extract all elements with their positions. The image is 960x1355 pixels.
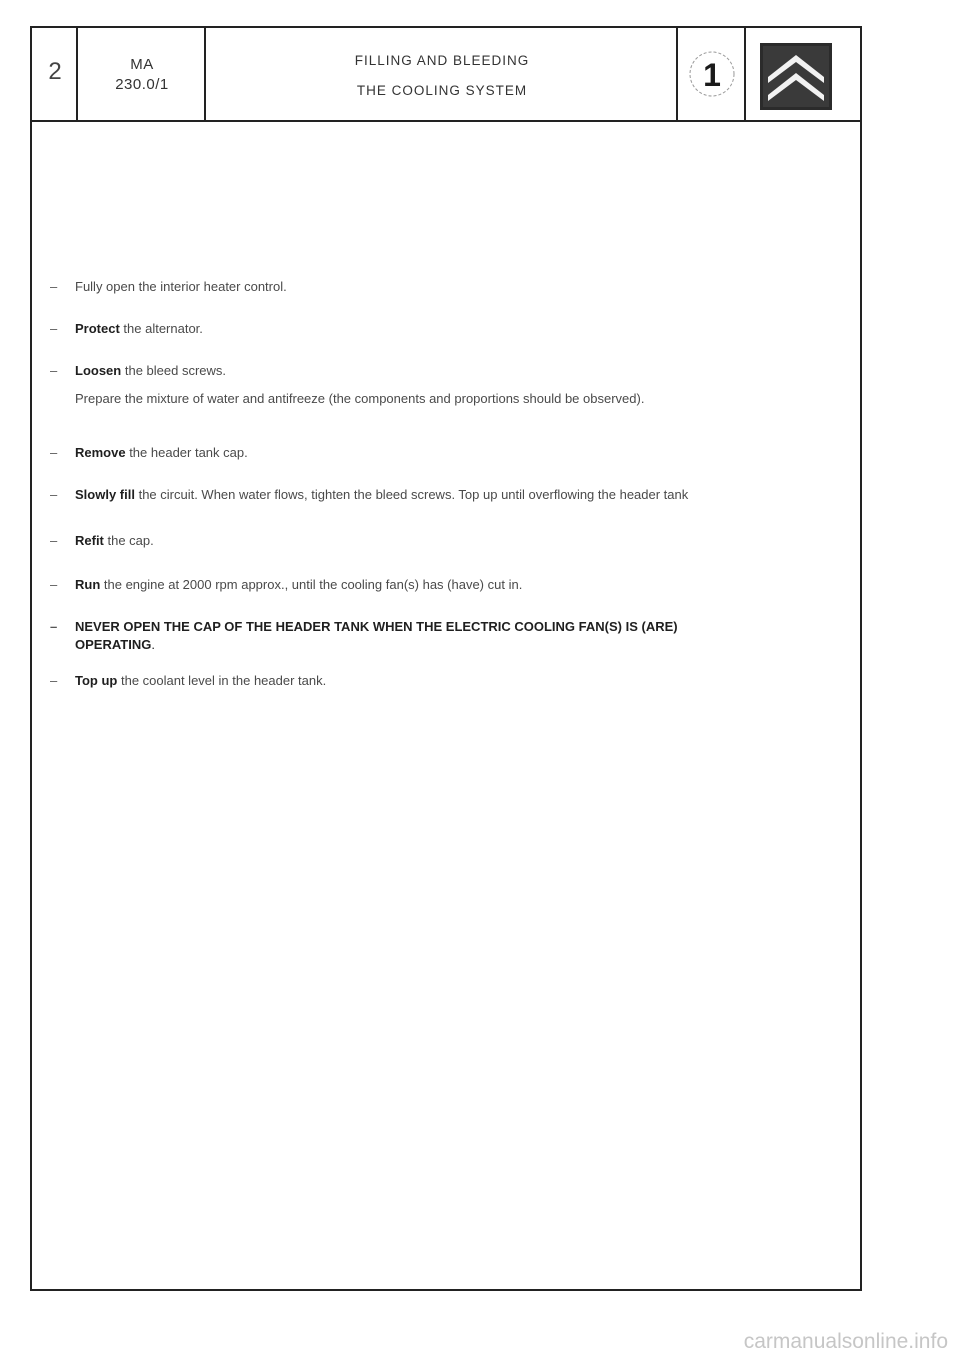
page-number-cell <box>32 28 78 120</box>
page-header <box>32 28 860 122</box>
step-keyword: Refit <box>75 533 104 548</box>
step-keyword: Run <box>75 577 101 592</box>
warning-text-line2: OPERATING <box>75 637 152 652</box>
step-text: the engine at 2000 rpm approx., until the cooling fan(s) has (have) cut in. <box>100 577 523 592</box>
step-text: the header tank cap. <box>125 445 248 460</box>
logo-cell <box>746 28 860 120</box>
bullet-dash: – <box>50 533 58 548</box>
procedure-step <box>50 444 248 462</box>
procedure-step <box>50 672 326 690</box>
step-keyword: Slowly fill <box>75 487 135 502</box>
warning-text-tail: . <box>151 637 155 652</box>
bullet-dash: – <box>50 577 58 592</box>
step-keyword: Top up <box>75 673 118 688</box>
procedure-step <box>50 576 522 594</box>
warning-step <box>50 618 865 654</box>
section-code-line1: MA <box>130 56 154 73</box>
bullet-dash: – <box>50 279 58 294</box>
step-text: the circuit. When water flows, tighten the bleed screws. Top up until overflowing the header tank <box>134 487 689 502</box>
step-keyword: Loosen <box>75 363 122 378</box>
step-text: the coolant level in the header tank. <box>117 673 327 688</box>
warning-text-line1: NEVER OPEN THE CAP OF THE HEADER TANK WHEN THE ELECTRIC COOLING FAN(S) IS (ARE) <box>75 619 678 634</box>
operation-number-cell <box>678 28 746 120</box>
section-code-cell <box>78 28 206 120</box>
bullet-dash: – <box>50 363 58 378</box>
procedure-step <box>50 362 226 380</box>
page-title-line1: FILLING AND BLEEDING <box>354 53 530 68</box>
procedure-step <box>50 486 688 504</box>
page-title-line2: THE COOLING SYSTEM <box>356 83 528 98</box>
step-keyword: Protect <box>75 321 120 336</box>
manual-page <box>30 26 862 1291</box>
step-text: the cap. <box>103 533 154 548</box>
watermark-text: carmanualsonline.info <box>743 1330 948 1353</box>
procedure-step <box>50 278 287 296</box>
procedure-step <box>50 320 203 338</box>
bullet-dash: – <box>50 673 58 688</box>
procedure-step <box>50 532 154 550</box>
bullet-dash: – <box>50 321 58 336</box>
step-text: Fully open the interior heater control. <box>75 279 287 294</box>
operation-number-text: 1 <box>703 57 721 93</box>
operation-number-badge <box>687 48 737 100</box>
bullet-dash: – <box>50 487 58 502</box>
section-code-line2: 230.0/1 <box>115 76 169 93</box>
step-text: the bleed screws. <box>121 363 227 378</box>
procedure-note: Prepare the mixture of water and antifreeze (the components and proportions should be observed). <box>75 391 645 406</box>
citroen-logo-icon <box>760 43 832 110</box>
step-text: the alternator. <box>119 321 203 336</box>
step-keyword: Remove <box>75 445 126 460</box>
bullet-dash: – <box>50 445 58 460</box>
title-cell <box>206 28 678 120</box>
page-number: 2 <box>48 58 62 85</box>
bullet-dash: – <box>50 619 58 634</box>
